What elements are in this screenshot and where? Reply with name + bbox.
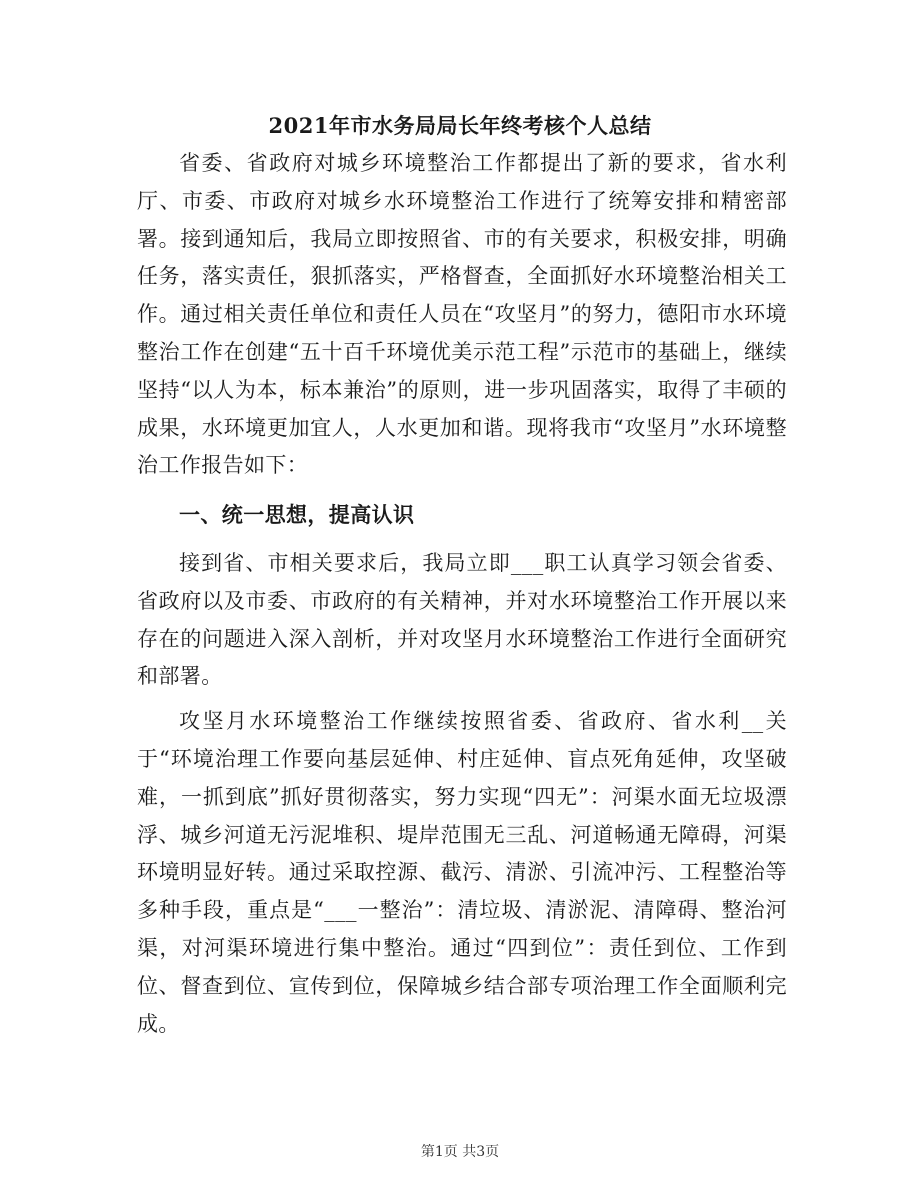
body-paragraph: 接到省、市相关要求后，我局立即___职工认真学习领会省委、省政府以及市委、市政府的有关精神，并对水环境整治工作开展以来存在的问题进入深入剖析，并对攻坚月水环境整治工作进行全面研究和部署。: [137, 550, 787, 689]
body-paragraph: 攻坚月水环境整治工作继续按照省委、省政府、省水利__关于“环境治理工作要向基层延伸、村庄延伸、盲点死角延伸，攻坚破难，一抓到底”抓好贯彻落实，努力实现“四无”：河渠水面无垃圾漂浮、城乡河道无污泥堆积、堤岸范围无三乱、河道畅通无障碍，河渠环境明显好转。通过采取控源、截污、清淤、引流冲污、工程整治等多种手段，重点是“___一整治”：清垃圾、清淤泥、清障碍、整治河渠，对河渠环境进行集中整治。通过“四到位”：责任到位、工作到位、督查到位、宣传到位，保障城乡结合部专项治理工作全面顺利完成。: [137, 709, 787, 1036]
intro-paragraph: 省委、省政府对城乡环境整治工作都提出了新的要求，省水利厅、市委、市政府对城乡水环境整治工作进行了统筹安排和精密部署。接到通知后，我局立即按照省、市的有关要求，积极安排，明确任务，落实责任，狠抓落实，严格督查，全面抓好水环境整治相关工作。通过相关责任单位和责任人员在“攻坚月”的努力，德阳市水环境整治工作在创建“五十百千环境优美示范工程”示范市的基础上，继续坚持“以人为本，标本兼治”的原则，进一步巩固落实，取得了丰硕的成果，水环境更加宜人，人水更加和谐。现将我市“攻坚月”水环境整治工作报告如下：: [137, 151, 787, 478]
document-title: 2021年市水务局局长年终考核个人总结: [268, 113, 652, 138]
document-body: [137, 145, 787, 1043]
page-number: 第1页 共3页: [420, 1144, 500, 1160]
section-heading: 一、统一思想，提高认识: [179, 502, 415, 528]
